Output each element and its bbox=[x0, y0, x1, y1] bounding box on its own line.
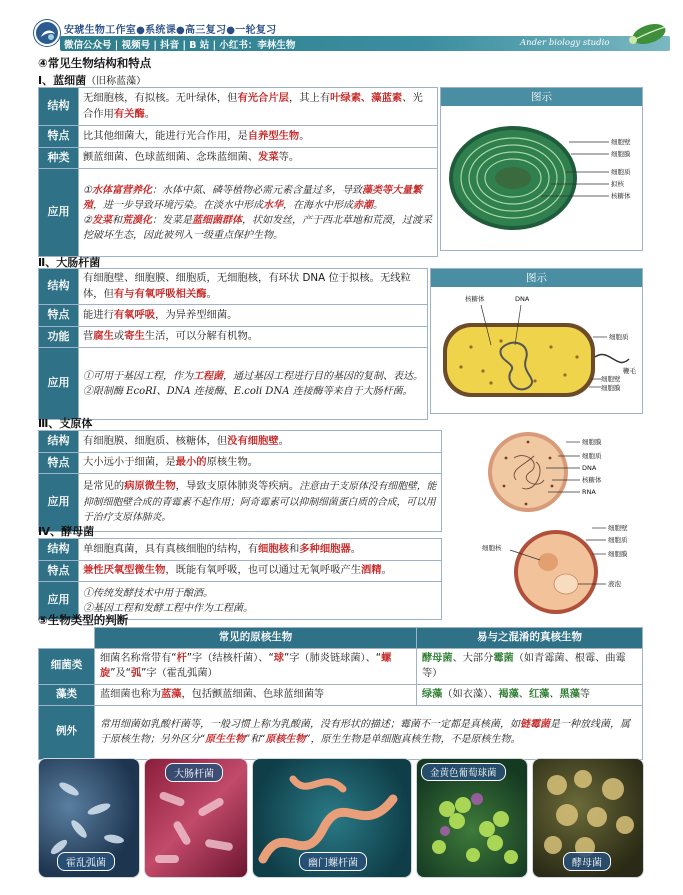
cyano-application: ①水体富营养化：水体中氮、磷等植物必需元素含量过多，导致藻类等大量繁殖，进一步导致环境污染。在淡水中形成水华，在海水中形成赤潮。 ②发菜和荒漠化：发菜是蓝细菌群体，状如发丝，产于西北草地和荒漠，过渡采挖破坏生态，因此被列入一级重点保护生物。 bbox=[79, 169, 438, 257]
ecoli-label-4: 细胞壁 bbox=[601, 375, 621, 383]
ecoli-pic-header: 图示 bbox=[431, 269, 642, 287]
ecoli-structure: 有细胞壁、细胞膜、细胞质，无细胞核，有环状 DNA 位于拟核。无线粒体，但有与有氧呼吸相关酶。 bbox=[79, 269, 428, 305]
caption-vibrio: 霍乱弧菌 bbox=[57, 852, 115, 871]
section-5-title: ⑤生物类型的判断 bbox=[38, 613, 129, 627]
photo-helicobacter bbox=[252, 758, 412, 878]
compare-row-exception-label: 例外 bbox=[39, 705, 95, 759]
cyano-label-application: 应用 bbox=[39, 169, 79, 257]
compare-row-exception: 常用细菌如乳酸杆菌等，一般习惯上称为乳酸菌，没有形状的描述；霉菌不一定都是真核菌，如链霉菌是一种放线菌，属于原核生物；另外区分“原生生物”和“原核生物”，原生生物是单细胞真核生物，不是原核生物。 bbox=[95, 705, 643, 759]
caption-staph: 金黄色葡萄球菌 bbox=[421, 763, 506, 781]
ecoli-label-function: 功能 bbox=[39, 326, 79, 348]
cyano-label-kinds: 种类 bbox=[39, 147, 79, 169]
ecoli-title: Ⅱ、大肠杆菌 bbox=[38, 256, 101, 269]
cyano-label-3: 细胞质 bbox=[611, 168, 631, 176]
compare-head-right: 易与之混淆的真核生物 bbox=[417, 628, 643, 649]
cyano-pic-header: 图示 bbox=[441, 88, 642, 106]
ecoli-label-3: 细胞质 bbox=[609, 333, 629, 341]
cyano-label-4: 拟核 bbox=[611, 180, 624, 188]
compare-table bbox=[38, 627, 643, 760]
cyano-label-2: 细胞膜 bbox=[611, 150, 631, 158]
ecoli-table bbox=[38, 268, 428, 420]
header-brand: Ander biology studio bbox=[520, 38, 610, 48]
myco-label-feature: 特点 bbox=[39, 452, 79, 474]
yeast-label-2: 细胞壁 bbox=[608, 524, 628, 532]
myco-label-2: 细胞质 bbox=[582, 452, 602, 460]
yeast-feature: 兼性厌氧型微生物，既能有氧呼吸，也可以通过无氧呼吸产生酒精。 bbox=[79, 560, 442, 582]
microbe-photo-strip bbox=[38, 758, 644, 878]
ecoli-cell-icon bbox=[431, 287, 642, 413]
cyano-feature: 比其他细菌大，能进行光合作用，是自养型生物。 bbox=[79, 126, 438, 148]
compare-row-bacteria-label: 细菌类 bbox=[39, 648, 95, 684]
compare-head-left: 常见的原核生物 bbox=[95, 628, 417, 649]
ecoli-application: ①可用于基因工程，作为工程菌，通过基因工程进行目的基因的复制、表达。 ②限制酶 EcoRⅠ、DNA 连接酶、E.coli DNA 连接酶等来自于大肠杆菌。 bbox=[79, 348, 428, 420]
yeast-table bbox=[38, 538, 442, 620]
ecoli-diagram bbox=[430, 268, 643, 414]
caption-ecoli: 大肠杆菌 bbox=[165, 763, 223, 782]
yeast-cell-icon bbox=[482, 520, 642, 618]
compare-row-bacteria-right: 酵母菌、大部分霉菌（如青霉菌、根霉、曲霉等） bbox=[417, 648, 643, 684]
ecoli-label-structure: 结构 bbox=[39, 269, 79, 305]
myco-structure: 有细胞膜、细胞质、核糖体，但没有细胞壁。 bbox=[79, 431, 442, 453]
header-line-1: 安琥生物工作室●系统课●高三复习●一轮复习 bbox=[64, 25, 277, 36]
compare-corner bbox=[39, 628, 95, 649]
ecoli-label-5: 细胞膜 bbox=[601, 384, 621, 392]
cyano-label-structure: 结构 bbox=[39, 88, 79, 126]
compare-row-algae-right: 绿藻（如衣藻）、褐藻、红藻、黑藻等 bbox=[417, 684, 643, 705]
yeast-label-feature: 特点 bbox=[39, 560, 79, 582]
cyano-structure: 无细胞核，有拟核。无叶绿体，但有光合片层，其上有叶绿素、藻蓝素、光合作用有关酶。 bbox=[79, 88, 438, 126]
header-line-2: 微信公众号 | 视频号 | 抖音 | B 站 | 小红书：李林生物 bbox=[64, 40, 296, 51]
yeast-label-3: 细胞质 bbox=[608, 536, 628, 544]
yeast-label-1: 细胞核 bbox=[482, 544, 502, 552]
myco-table bbox=[38, 430, 442, 532]
yeast-structure: 单细胞真菌，具有真核细胞的结构，有细胞核和多种细胞器。 bbox=[79, 539, 442, 561]
myco-label-5: RNA bbox=[582, 488, 596, 496]
yeast-label-4: 细胞膜 bbox=[608, 550, 628, 558]
myco-feature: 大小远小于细菌，是最小的原核生物。 bbox=[79, 452, 442, 474]
leaf-logo-icon bbox=[625, 18, 669, 46]
yeast-title: Ⅳ、酵母菌 bbox=[38, 525, 95, 538]
ecoli-label-6: 鞭毛 bbox=[623, 367, 636, 375]
myco-cell-icon bbox=[486, 428, 636, 518]
section-4-title: ④常见生物结构和特点 bbox=[38, 56, 152, 70]
ecoli-label-1: 核糖体 bbox=[465, 295, 485, 303]
cyano-cell-icon bbox=[441, 106, 642, 250]
ecoli-label-feature: 特点 bbox=[39, 305, 79, 327]
myco-label-1: 细胞膜 bbox=[582, 438, 602, 446]
photo-ecoli bbox=[144, 758, 248, 878]
cyano-kinds: 颤蓝细菌、色球蓝细菌、念珠蓝细菌、发菜等。 bbox=[79, 147, 438, 169]
caption-helicobacter: 幽门螺杆菌 bbox=[299, 852, 367, 871]
myco-label-4: 核糖体 bbox=[582, 476, 602, 484]
yeast-label-structure: 结构 bbox=[39, 539, 79, 561]
yeast-application: ①传统发酵技术中用于酿酒。 ②基因工程和发酵工程中作为工程菌。 bbox=[79, 582, 442, 620]
cyano-label-feature: 特点 bbox=[39, 126, 79, 148]
yeast-label-application: 应用 bbox=[39, 582, 79, 620]
compare-row-algae-left: 蓝细菌也称为蓝藻，包括颤蓝细菌、色球蓝细菌等 bbox=[95, 684, 417, 705]
photo-yeast bbox=[532, 758, 644, 878]
studio-logo-icon bbox=[34, 20, 60, 46]
ecoli-label-application: 应用 bbox=[39, 348, 79, 420]
compare-row-bacteria-left: 细菌名称常带有“杆”字（结核杆菌）、“球”字（肺炎链球菌）、“螺旋”及“弧”字（霍乱弧菌） bbox=[95, 648, 417, 684]
ecoli-label-2: DNA bbox=[515, 295, 530, 303]
caption-yeast: 酵母菌 bbox=[563, 852, 611, 871]
cyano-label-5: 核糖体 bbox=[611, 192, 631, 200]
myco-label-application: 应用 bbox=[39, 474, 79, 532]
ecoli-function: 营腐生或寄生生活，可以分解有机物。 bbox=[79, 326, 428, 348]
cyano-label-1: 细胞壁 bbox=[611, 138, 631, 146]
ecoli-feature: 能进行有氧呼吸，为异养型细菌。 bbox=[79, 305, 428, 327]
cyano-title: Ⅰ、蓝细菌（旧称蓝藻） bbox=[38, 74, 147, 87]
photo-staph bbox=[416, 758, 528, 878]
yeast-label-5: 液泡 bbox=[608, 580, 621, 588]
cyano-diagram bbox=[440, 87, 643, 251]
myco-title: Ⅲ、支原体 bbox=[38, 417, 93, 430]
compare-row-algae-label: 藻类 bbox=[39, 684, 95, 705]
myco-label-3: DNA bbox=[582, 464, 597, 472]
myco-application: 是常见的病原微生物，导致支原体肺炎等疾病。注意由于支原体没有细胞壁，能抑制细胞壁合成的青霉素不起作用；阿奇霉素可以抑制细菌蛋白质的合成，可以用于治疗支原体肺炎。 bbox=[79, 474, 442, 532]
photo-vibrio bbox=[38, 758, 140, 878]
cyano-table bbox=[38, 87, 438, 257]
myco-label-structure: 结构 bbox=[39, 431, 79, 453]
page-header bbox=[0, 0, 683, 52]
